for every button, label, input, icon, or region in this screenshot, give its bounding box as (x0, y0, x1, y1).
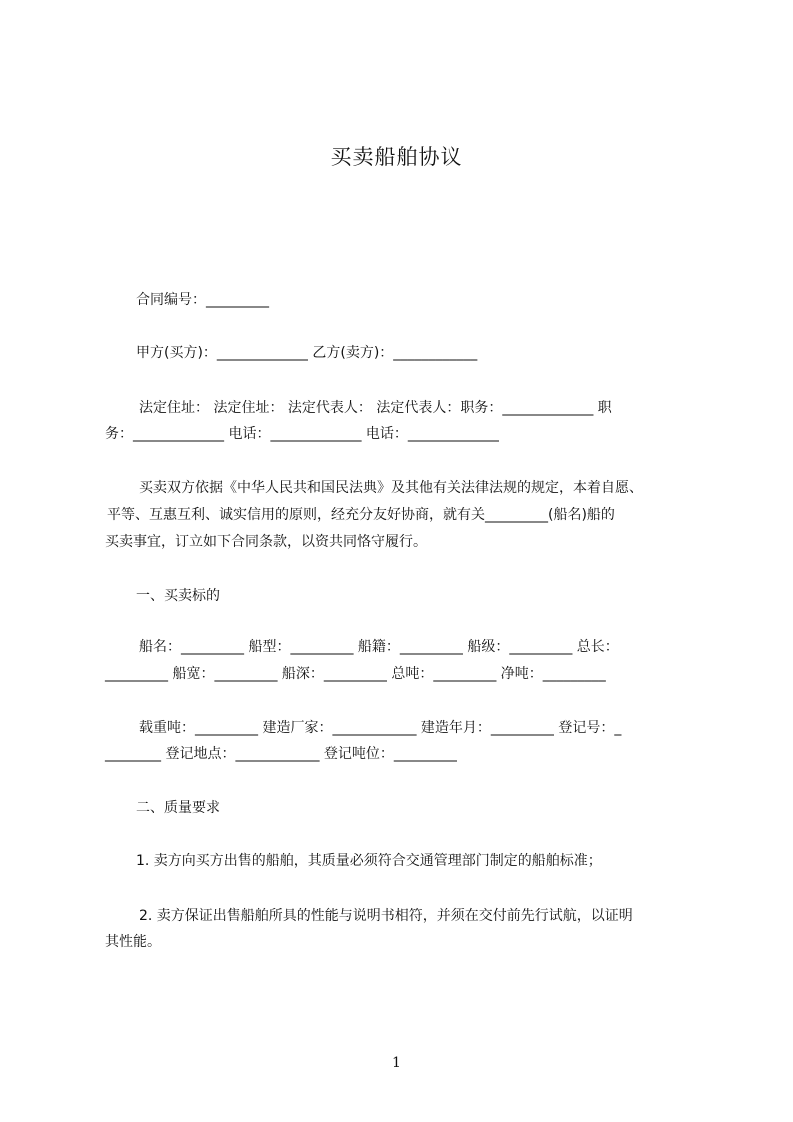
quality-item-2-line-1: 2. 卖方保证出售船舶所具的性能与说明书相符，并须在交付前先行试航，以证明 (139, 908, 633, 924)
intro-line-2: 平等、互惠互利、诚实信用的原则，经充分友好协商，就有关_________(船名)船的 (107, 507, 615, 523)
document-title: 买卖船舶协议 (330, 145, 463, 169)
address-line-2: 务：_____________ 电话：_____________ 电话：_____________ (105, 426, 499, 442)
contract-number: 合同编号：_________ (136, 292, 269, 308)
ship-line-1: 船名：_________ 船型：_________ 船籍：_________ 船级：_________ 总长： (139, 639, 619, 655)
intro-line-1: 买卖双方依据《中华人民共和国民法典》及其他有关法律法规的规定，本着自愿、 (139, 480, 643, 496)
ship-line-3: 载重吨：_________ 建造厂家：____________ 建造年月：_________ 登记号：_ (139, 720, 622, 736)
ship-line-4: ________ 登记地点：____________ 登记吨位：_________ (105, 746, 457, 762)
ship-line-2: _________ 船宽：_________ 船深：_________ 总吨：_________ 净吨：_________ (105, 666, 606, 682)
quality-item-1: 1. 卖方向买方出售的船舶，其质量必须符合交通管理部门制定的船舶标准； (136, 853, 602, 869)
address-line-1: 法定住址： 法定住址： 法定代表人： 法定代表人：职务：_____________ 职 (139, 400, 612, 416)
quality-item-2-line-2: 其性能。 (105, 934, 161, 950)
intro-line-3: 买卖事宜，订立如下合同条款，以资共同恪守履行。 (105, 534, 427, 550)
section-1-heading: 一、买卖标的 (136, 588, 220, 604)
section-2-heading: 二、质量要求 (136, 800, 220, 816)
page-number: 1 (392, 1055, 401, 1071)
parties-line: 甲方(买方)：_____________ 乙方(卖方)：____________ (136, 345, 478, 361)
